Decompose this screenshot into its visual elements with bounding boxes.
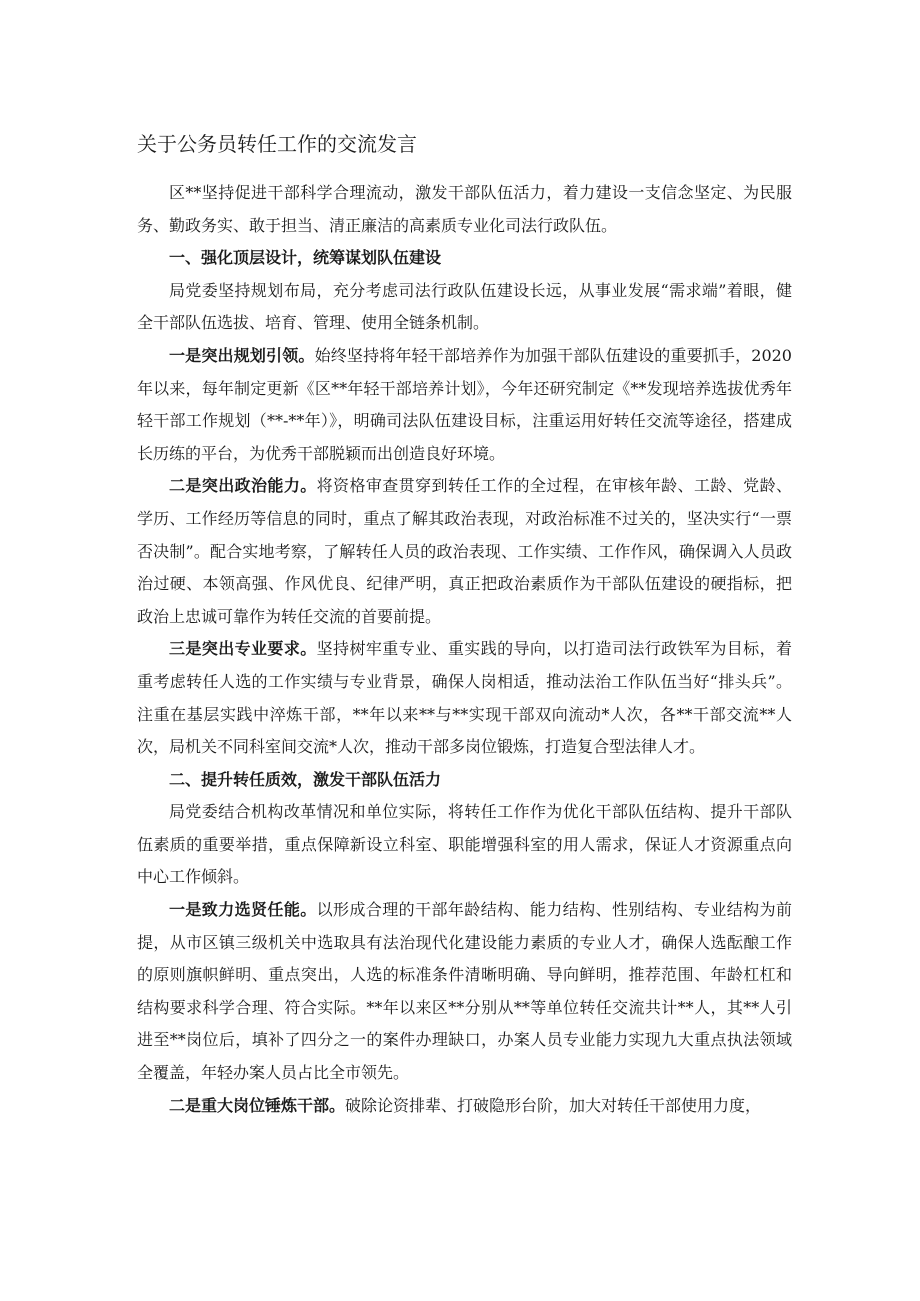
document-title: 关于公务员转任工作的交流发言 xyxy=(137,132,417,156)
item-lead: 一是致力选贤任能。 xyxy=(169,900,317,920)
section-2-item-1 xyxy=(137,894,792,1090)
item-text: 将资格审查贯穿到转任工作的全过程，在审核年龄、工龄、党龄、学历、工作经历等信息的同时，重点了解其政治表现，对政治标准不过关的，坚决实行“一票否决制”。配合实地考察，了解转任人员的政治表现、工作实绩、工作作风，确保调入人员政治过硬、本领高强、作风优良、纪律严明，真正把政治素质作为干部队伍建设的硬指标，把政治上忠诚可靠作为转任交流的首要前提。 xyxy=(137,476,792,626)
item-text: 始终坚持将年轻干部培养作为加强干部队伍建设的重要抓手，2020年以来，每年制定更新《区**年轻干部培养计划》，今年还研究制定《**发现培养选拔优秀年轻干部工作规划（**-**年）》，明确司法队伍建设目标，注重运用好转任交流等途径，搭建成长历练的平台，为优秀干部脱颖而出创造良好环境。 xyxy=(137,345,792,463)
section-1-heading: 一、强化顶层设计，统筹谋划队伍建设 xyxy=(169,248,442,268)
section-1-item-3 xyxy=(137,633,792,763)
item-lead: 二是突出政治能力。 xyxy=(169,476,317,496)
section-1-intro: 局党委坚持规划布局，充分考虑司法行政队伍建设长远，从事业发展“需求端”着眼，健全干部队伍选拔、培育、管理、使用全链条机制。 xyxy=(137,280,792,333)
intro-paragraph: 区**坚持促进干部科学合理流动，激发干部队伍活力，着力建设一支信念坚定、为民服务、勤政务实、敢于担当、清正廉洁的高素质专业化司法行政队伍。 xyxy=(137,183,792,235)
section-2-heading: 二、提升转任质效，激发干部队伍活力 xyxy=(169,769,442,789)
item-lead: 一是突出规划引领。 xyxy=(169,345,315,365)
section-1-item-1 xyxy=(137,340,792,470)
item-lead: 三是突出专业要求。 xyxy=(169,639,317,659)
item-lead: 二是重大岗位锤炼干部。 xyxy=(169,1095,346,1115)
item-text: 坚持树牢重专业、重实践的导向，以打造司法行政铁军为目标，着重考虑转任人选的工作实绩与专业背景，确保人岗相适，推动法治工作队伍当好“排头兵”。注重在基层实践中淬炼干部，**年以来**与**实现干部双向流动*人次，各**干部交流**人次，局机关不同科室间交流*人次，推动干部多岗位锻炼，打造复合型法律人才。 xyxy=(137,639,792,757)
section-2-item-2 xyxy=(137,1090,792,1123)
item-text: 以形成合理的干部年龄结构、能力结构、性别结构、专业结构为前提，从市区镇三级机关中选取具有法治现代化建设能力素质的专业人才，确保人选酝酿工作的原则旗帜鲜明、重点突出，人选的标准条件清晰明确、导向鲜明，推荐范围、年龄杠杠和结构要求科学合理、符合实际。**年以来区**分别从**等单位转任交流共计**人，其**人引进至**岗位后，填补了四分之一的案件办理缺口，办案人员专业能力实现九大重点执法领域全覆盖，年轻办案人员占比全市领先。 xyxy=(137,900,792,1083)
section-1-item-2 xyxy=(137,470,792,633)
item-text: 破除论资排辈、打破隐形台阶，加大对转任干部使用力度， xyxy=(345,1095,762,1115)
document-page xyxy=(137,126,792,1122)
section-2-intro: 局党委结合机构改革情况和单位实际，将转任工作作为优化干部队伍结构、提升干部队伍素质的重要举措，重点保障新设立科室、职能增强科室的用人需求，保证人才资源重点向中心工作倾斜。 xyxy=(137,802,792,887)
